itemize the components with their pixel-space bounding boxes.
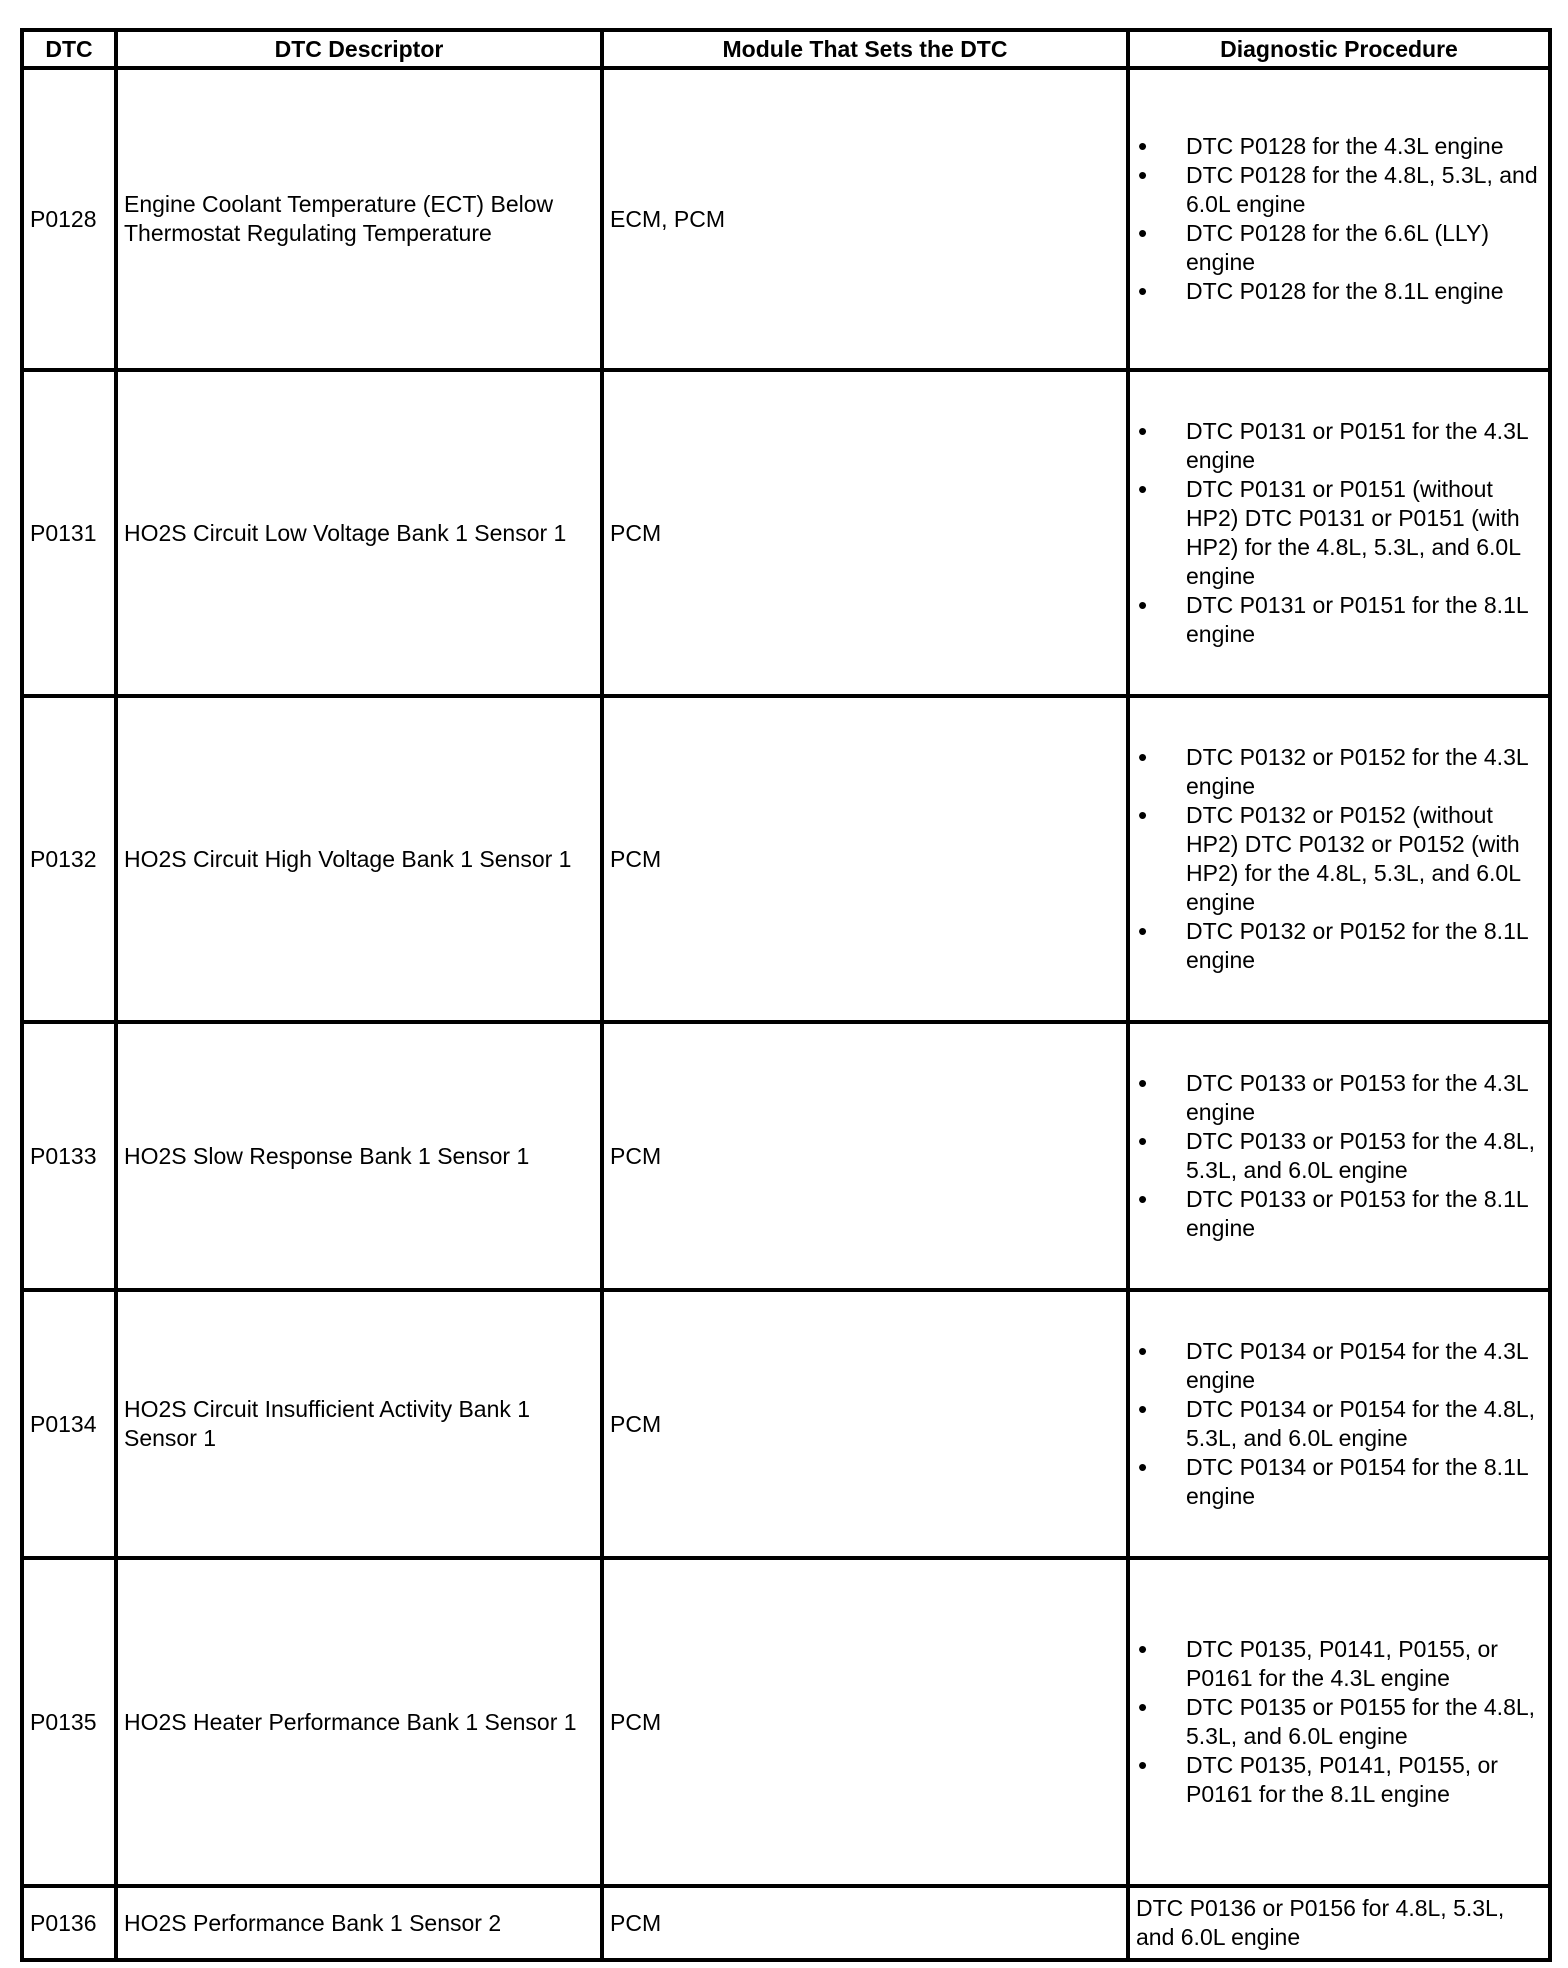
dtc-module: ECM, PCM xyxy=(602,68,1128,370)
dtc-code: P0128 xyxy=(22,68,116,370)
diagnostic-procedure xyxy=(1128,696,1550,1022)
procedure-link[interactable]: • DTC P0131 or P0151 (without HP2) DTC P0131 or P0151 (with HP2) for the 4.8L, 5.3L, and 6.0L engine xyxy=(1186,475,1542,591)
diagnostic-procedure xyxy=(1128,1022,1550,1290)
dtc-module: PCM xyxy=(602,1290,1128,1558)
dtc-table xyxy=(20,28,1552,1962)
procedure-link[interactable]: • DTC P0133 or P0153 for the 8.1L engine xyxy=(1186,1185,1542,1243)
procedure-link[interactable]: • DTC P0135 or P0155 for the 4.8L, 5.3L, and 6.0L engine xyxy=(1186,1693,1542,1751)
dtc-module: PCM xyxy=(602,1558,1128,1886)
header-descriptor: DTC Descriptor xyxy=(116,30,602,68)
procedure-list xyxy=(1136,417,1542,649)
header-procedure: Diagnostic Procedure xyxy=(1128,30,1550,68)
diagnostic-procedure xyxy=(1128,370,1550,696)
header-dtc: DTC xyxy=(22,30,116,68)
procedure-list xyxy=(1136,1635,1542,1809)
procedure-link[interactable]: • DTC P0131 or P0151 for the 4.3L engine xyxy=(1186,417,1542,475)
dtc-descriptor: HO2S Circuit Insufficient Activity Bank 1 Sensor 1 xyxy=(116,1290,602,1558)
diagnostic-procedure xyxy=(1128,68,1550,370)
procedure-link[interactable]: • DTC P0133 or P0153 for the 4.3L engine xyxy=(1186,1069,1542,1127)
dtc-descriptor: HO2S Circuit High Voltage Bank 1 Sensor 1 xyxy=(116,696,602,1022)
procedure-link[interactable]: • DTC P0134 or P0154 for the 4.8L, 5.3L, and 6.0L engine xyxy=(1186,1395,1542,1453)
header-row xyxy=(22,30,1550,68)
procedure-link[interactable]: • DTC P0134 or P0154 for the 4.3L engine xyxy=(1186,1337,1542,1395)
procedure-link[interactable]: • DTC P0128 for the 6.6L (LLY) engine xyxy=(1186,219,1542,277)
dtc-descriptor: HO2S Heater Performance Bank 1 Sensor 1 xyxy=(116,1558,602,1886)
table-row xyxy=(22,1022,1550,1290)
dtc-descriptor: HO2S Slow Response Bank 1 Sensor 1 xyxy=(116,1022,602,1290)
procedure-link[interactable]: • DTC P0133 or P0153 for the 4.8L, 5.3L, and 6.0L engine xyxy=(1186,1127,1542,1185)
dtc-module: PCM xyxy=(602,696,1128,1022)
procedure-link[interactable]: • DTC P0134 or P0154 for the 8.1L engine xyxy=(1186,1453,1542,1511)
diagnostic-procedure xyxy=(1128,1558,1550,1886)
procedure-link[interactable]: • DTC P0128 for the 8.1L engine xyxy=(1186,277,1542,306)
header-module: Module That Sets the DTC xyxy=(602,30,1128,68)
procedure-list xyxy=(1136,743,1542,975)
procedure-link[interactable]: • DTC P0135, P0141, P0155, or P0161 for the 8.1L engine xyxy=(1186,1751,1542,1809)
table-row xyxy=(22,1886,1550,1960)
dtc-code: P0131 xyxy=(22,370,116,696)
procedure-link[interactable]: • DTC P0135, P0141, P0155, or P0161 for the 4.3L engine xyxy=(1186,1635,1542,1693)
table-row xyxy=(22,68,1550,370)
procedure-list xyxy=(1136,132,1542,306)
procedure-list xyxy=(1136,1337,1542,1511)
dtc-descriptor: Engine Coolant Temperature (ECT) Below Thermostat Regulating Temperature xyxy=(116,68,602,370)
procedure-link[interactable]: • DTC P0128 for the 4.3L engine xyxy=(1186,132,1542,161)
procedure-link[interactable]: • DTC P0128 for the 4.8L, 5.3L, and 6.0L engine xyxy=(1186,161,1542,219)
dtc-descriptor: HO2S Performance Bank 1 Sensor 2 xyxy=(116,1886,602,1960)
procedure-link[interactable]: • DTC P0132 or P0152 (without HP2) DTC P0132 or P0152 (with HP2) for the 4.8L, 5.3L, and 6.0L engine xyxy=(1186,801,1542,917)
dtc-code: P0134 xyxy=(22,1290,116,1558)
dtc-code: P0136 xyxy=(22,1886,116,1960)
table-row xyxy=(22,370,1550,696)
table-row xyxy=(22,696,1550,1022)
dtc-code: P0133 xyxy=(22,1022,116,1290)
dtc-module: PCM xyxy=(602,1886,1128,1960)
procedure-link[interactable]: DTC P0136 or P0156 for 4.8L, 5.3L, and 6.0L engine xyxy=(1128,1886,1550,1960)
procedure-link[interactable]: • DTC P0132 or P0152 for the 8.1L engine xyxy=(1186,917,1542,975)
diagnostic-procedure xyxy=(1128,1290,1550,1558)
dtc-code: P0135 xyxy=(22,1558,116,1886)
dtc-code: P0132 xyxy=(22,696,116,1022)
dtc-module: PCM xyxy=(602,370,1128,696)
procedure-list xyxy=(1136,1069,1542,1243)
dtc-descriptor: HO2S Circuit Low Voltage Bank 1 Sensor 1 xyxy=(116,370,602,696)
table-row xyxy=(22,1558,1550,1886)
procedure-link[interactable]: • DTC P0132 or P0152 for the 4.3L engine xyxy=(1186,743,1542,801)
table-row xyxy=(22,1290,1550,1558)
dtc-module: PCM xyxy=(602,1022,1128,1290)
procedure-link[interactable]: • DTC P0131 or P0151 for the 8.1L engine xyxy=(1186,591,1542,649)
